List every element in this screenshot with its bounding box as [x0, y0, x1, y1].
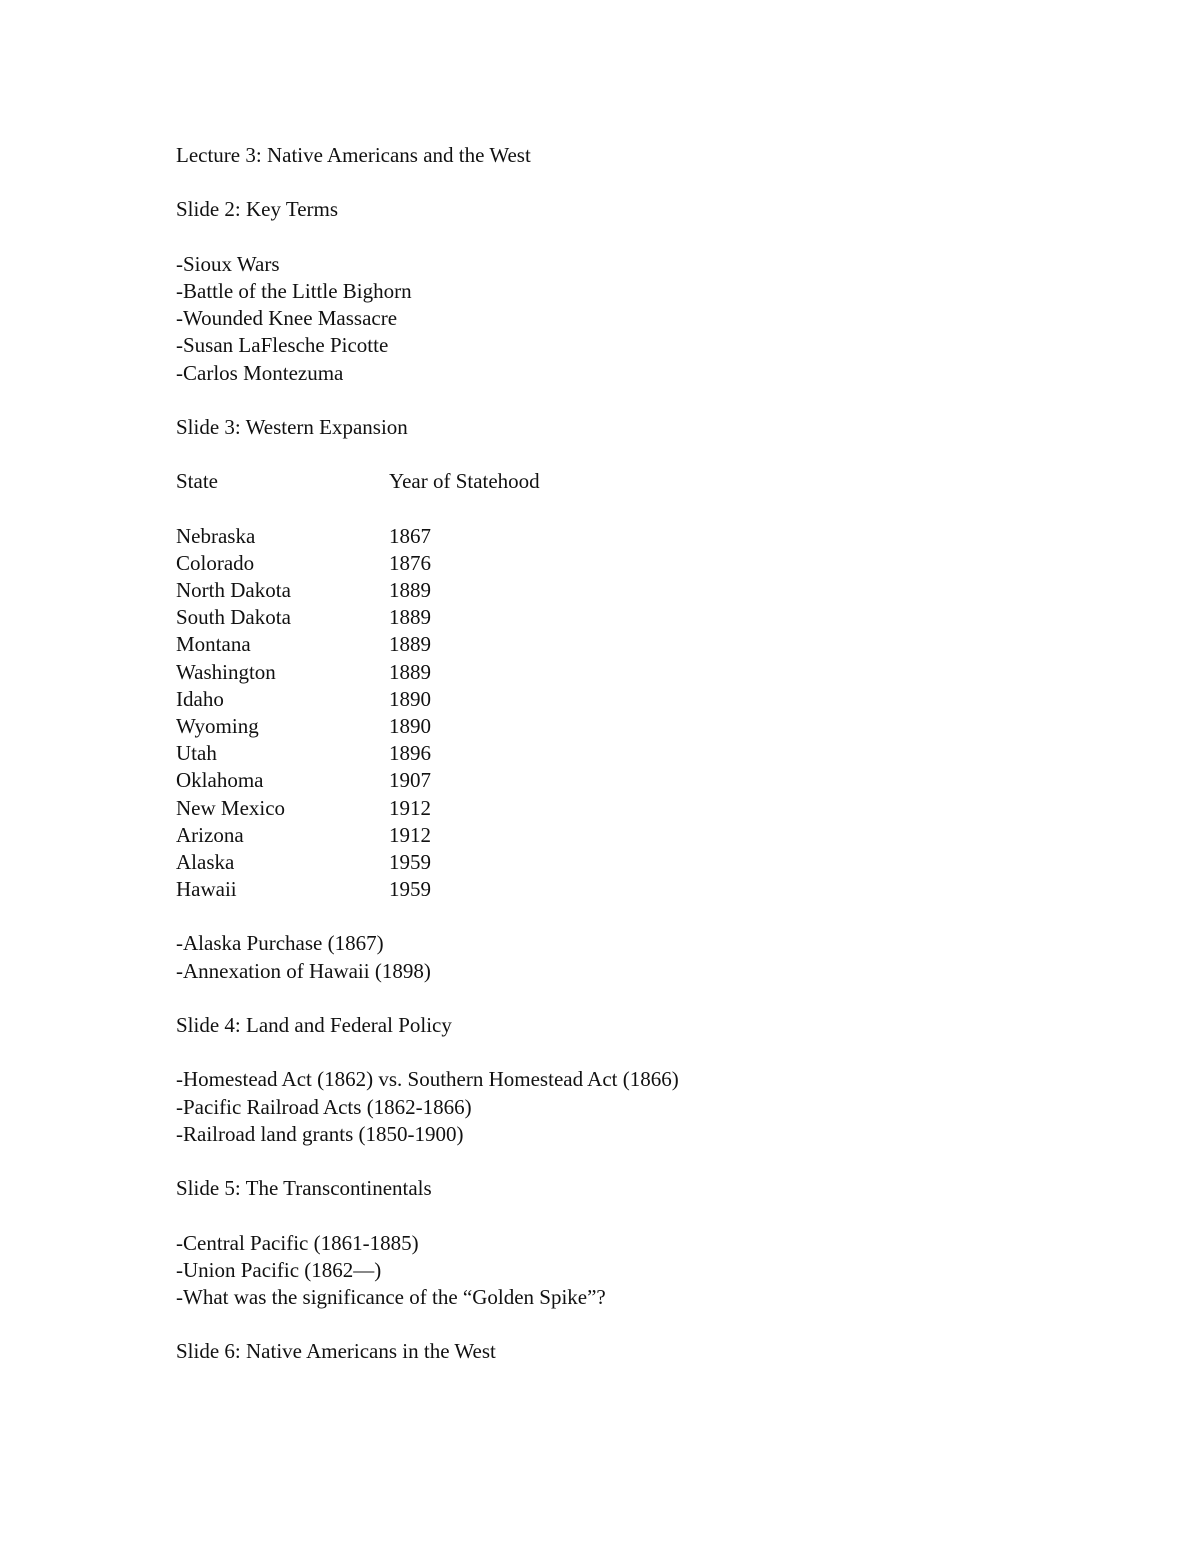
document-title: Lecture 3: Native Americans and the West — [176, 143, 531, 167]
slide2-heading: Slide 2: Key Terms — [176, 197, 339, 222]
slide3-heading: Slide 3: Western Expansion — [176, 414, 408, 439]
table-cell-year: 1896 — [389, 741, 431, 766]
table-row — [176, 604, 1076, 631]
table-cell-state: Arizona — [176, 822, 244, 847]
list-item: -What was the significance of the “Golden Spike”? — [176, 1284, 606, 1309]
list-item: -Railroad land grants (1850-1900) — [176, 1121, 464, 1146]
slide5-list — [176, 1230, 1076, 1312]
spacer — [176, 903, 1076, 930]
table-header-state: State — [176, 469, 218, 494]
table-cell-state: Montana — [176, 632, 251, 657]
table-cell-year: 1889 — [389, 659, 431, 684]
table-row — [176, 767, 1076, 794]
slide3-list — [176, 930, 1076, 984]
list-item: -Central Pacific (1861-1885) — [176, 1230, 419, 1255]
list-item: -Union Pacific (1862—) — [176, 1257, 382, 1282]
table-cell-year: 1889 — [389, 578, 431, 602]
spacer — [176, 1148, 1076, 1175]
spacer — [176, 1311, 1076, 1338]
document-page — [176, 142, 1076, 1365]
list-item: -Battle of the Little Bighorn — [176, 278, 412, 303]
table-row — [176, 550, 1076, 577]
table-row — [176, 631, 1076, 658]
list-item: -Pacific Railroad Acts (1862-1866) — [176, 1094, 472, 1119]
list-item: -Homestead Act (1862) vs. Southern Homestead Act (1866) — [176, 1067, 679, 1092]
spacer — [176, 495, 1076, 522]
list-item: -Sioux Wars — [176, 251, 280, 276]
table-header-year: Year of Statehood — [389, 469, 540, 494]
table-cell-state: Nebraska — [176, 523, 256, 548]
slide6-heading: Slide 6: Native Americans in the West — [176, 1339, 496, 1364]
statehood-table — [176, 468, 1076, 903]
table-cell-year: 1959 — [389, 849, 431, 874]
list-item: -Annexation of Hawaii (1898) — [176, 958, 431, 983]
slide5-heading: Slide 5: The Transcontinentals — [176, 1176, 432, 1201]
spacer — [176, 985, 1076, 1012]
spacer — [176, 387, 1076, 414]
table-cell-state: Oklahoma — [176, 768, 264, 793]
table-cell-state: Utah — [176, 741, 217, 766]
table-cell-year: 1867 — [389, 523, 431, 548]
table-row — [176, 523, 1076, 550]
table-row — [176, 740, 1076, 767]
table-cell-state: New Mexico — [176, 795, 286, 820]
slide4-heading: Slide 4: Land and Federal Policy — [176, 1013, 452, 1037]
table-cell-state: Hawaii — [176, 877, 237, 902]
table-cell-year: 1907 — [389, 768, 431, 793]
slide4-list — [176, 1066, 1076, 1148]
list-item: -Susan LaFlesche Picotte — [176, 333, 389, 358]
table-cell-state: South Dakota — [176, 605, 291, 630]
table-cell-state: Washington — [176, 659, 276, 684]
table-cell-state: Wyoming — [176, 713, 259, 738]
table-row — [176, 876, 1076, 903]
table-row — [176, 577, 1076, 604]
table-cell-year: 1889 — [389, 632, 431, 657]
table-cell-year: 1912 — [389, 795, 431, 820]
table-row — [176, 795, 1076, 822]
table-cell-year: 1876 — [389, 550, 431, 575]
table-cell-state: Alaska — [176, 849, 235, 874]
table-row — [176, 849, 1076, 876]
spacer — [176, 1202, 1076, 1229]
list-item: -Wounded Knee Massacre — [176, 306, 398, 331]
list-item: -Alaska Purchase (1867) — [176, 931, 384, 956]
table-row — [176, 686, 1076, 713]
table-cell-year: 1889 — [389, 605, 431, 630]
table-row — [176, 713, 1076, 740]
table-cell-year: 1959 — [389, 877, 431, 902]
spacer — [176, 224, 1076, 251]
table-cell-year: 1890 — [389, 713, 431, 738]
table-header-row — [176, 468, 1076, 495]
table-row — [176, 822, 1076, 849]
spacer — [176, 441, 1076, 468]
spacer — [176, 1039, 1076, 1066]
table-cell-state: Colorado — [176, 550, 255, 575]
slide2-list — [176, 251, 1076, 387]
table-cell-year: 1890 — [389, 686, 431, 711]
spacer — [176, 169, 1076, 196]
list-item: -Carlos Montezuma — [176, 360, 344, 385]
table-cell-year: 1912 — [389, 822, 431, 847]
table-row — [176, 659, 1076, 686]
table-cell-state: Idaho — [176, 686, 224, 711]
table-cell-state: North Dakota — [176, 578, 291, 602]
